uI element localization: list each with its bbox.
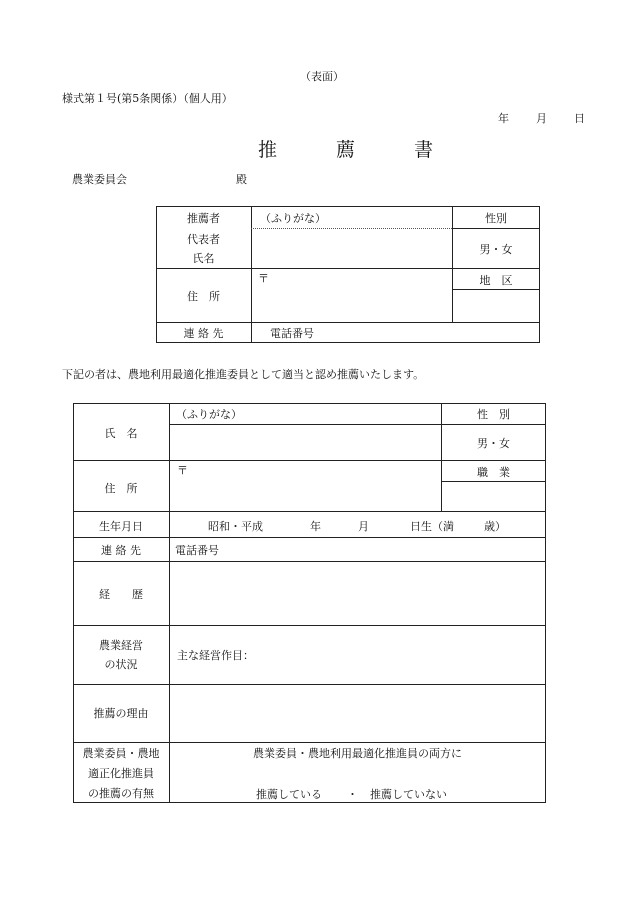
recommendation-statement: 下記の者は、農地利用最適化推進委員として適当と認め推薦いたします。 bbox=[62, 368, 425, 381]
recommendation-reason-label: 推薦の理由 bbox=[93, 707, 149, 720]
recommender-gender-label: 性別 bbox=[485, 212, 507, 225]
candidate-name-label: 氏 名 bbox=[104, 427, 138, 440]
recommender-furigana-label: （ふりがな） bbox=[260, 212, 326, 225]
contact-row-divider bbox=[73, 561, 546, 562]
district-header-divider bbox=[452, 289, 540, 290]
name-row-divider bbox=[156, 268, 540, 269]
recommender-postal-mark: 〒 bbox=[258, 272, 269, 285]
candidate-address-label: 住 所 bbox=[104, 482, 138, 495]
candidate-contact-label: 連 絡 先 bbox=[101, 544, 141, 557]
recommender-label-line1: 推薦者 bbox=[187, 212, 220, 225]
side-label: （表面） bbox=[300, 70, 344, 83]
gender-header-divider bbox=[452, 228, 540, 229]
farm-status-label-line2: の状況 bbox=[104, 658, 138, 671]
birth-age-label: 歳） bbox=[484, 520, 506, 533]
birth-date-label: 生年月日 bbox=[99, 520, 143, 533]
dual-recommendation-label-line1: 農業委員・農地 bbox=[82, 747, 160, 760]
dual-recommendation-label-line2: 適正化推進員 bbox=[88, 767, 154, 780]
birth-year-label: 年 bbox=[310, 520, 321, 533]
birth-month-label: 月 bbox=[358, 520, 369, 533]
reason-row-divider bbox=[73, 742, 546, 743]
dual-option-separator: ・ bbox=[347, 788, 358, 801]
recommender-label-line2: 代表者 bbox=[187, 233, 220, 246]
date-day-label: 日 bbox=[574, 112, 585, 125]
farm-status-label-line1: 農業経営 bbox=[99, 639, 143, 652]
career-row-divider bbox=[73, 625, 546, 626]
candidate-phone-label: 電話番号 bbox=[175, 544, 219, 557]
recommender-district-label: 地 区 bbox=[479, 274, 513, 287]
recommender-gender-options: 男・女 bbox=[479, 243, 513, 256]
farm-row-divider bbox=[73, 684, 546, 685]
candidate-occupation-label: 職 業 bbox=[477, 466, 510, 479]
candidate-postal-mark: 〒 bbox=[177, 464, 188, 477]
date-month-label: 月 bbox=[536, 112, 547, 125]
recommender-label-line3: 氏名 bbox=[192, 252, 215, 265]
career-label: 経 歴 bbox=[99, 588, 143, 601]
document-title: 推 薦 書 bbox=[258, 139, 454, 161]
recommender-phone-label: 電話番号 bbox=[270, 327, 314, 340]
address-row-divider bbox=[156, 322, 540, 323]
candidate-name-row-divider bbox=[73, 460, 546, 461]
date-year-label: 年 bbox=[498, 112, 509, 125]
candidate-table-border bbox=[73, 403, 546, 803]
birth-row-divider bbox=[73, 537, 546, 538]
recommender-address-label: 住 所 bbox=[187, 290, 220, 303]
birth-day-label: 日生（満 bbox=[410, 520, 454, 533]
dual-recommended-option: 推薦している bbox=[256, 788, 322, 801]
dual-not-recommended-option: 推薦していない bbox=[370, 788, 447, 801]
candidate-furigana-divider bbox=[169, 424, 546, 425]
dual-recommendation-text: 農業委員・農地利用最適化推進員の両方に bbox=[253, 747, 462, 760]
honorific: 殿 bbox=[236, 173, 247, 186]
addressee: 農業委員会 bbox=[72, 173, 127, 186]
furigana-divider bbox=[251, 228, 452, 229]
recommender-contact-label: 連 絡 先 bbox=[183, 327, 224, 340]
candidate-gender-label: 性 別 bbox=[477, 408, 510, 421]
candidate-gender-options: 男・女 bbox=[477, 437, 510, 450]
candidate-furigana-label: （ふりがな） bbox=[176, 408, 242, 421]
address-row-divider bbox=[73, 511, 546, 512]
birth-era-options: 昭和・平成 bbox=[208, 520, 263, 533]
dual-recommendation-label-line3: の推薦の有無 bbox=[88, 787, 154, 800]
main-crop-label: 主な経営作目： bbox=[177, 649, 254, 662]
candidate-label-divider bbox=[169, 403, 170, 803]
occupation-header-divider bbox=[441, 481, 546, 482]
form-number: 様式第１号(第5条関係）（個人用） bbox=[62, 92, 233, 105]
